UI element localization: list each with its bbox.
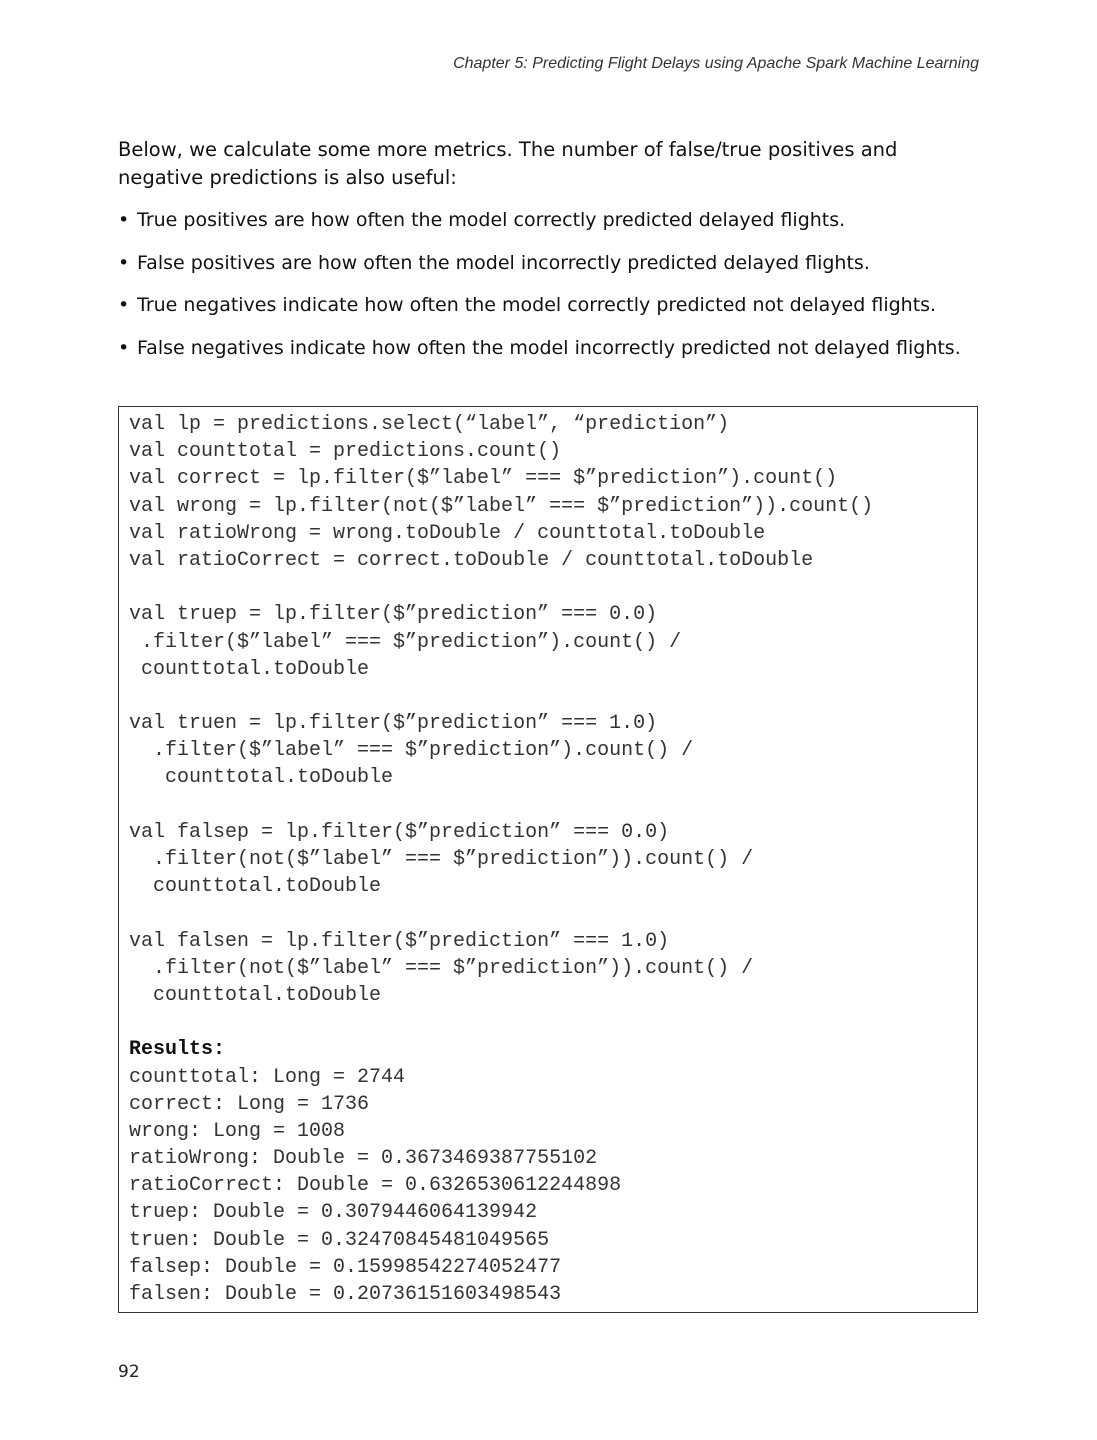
code-line: val falsen = lp.filter($”prediction” === 1.0) <box>129 929 670 953</box>
result-line-ratio-correct: ratioCorrect: Double = 0.6326530612244898 <box>129 1174 622 1198</box>
bullet-text: False negatives indicate how often the model incorrectly predicted not delayed flights. <box>137 336 961 359</box>
code-line-blank <box>129 683 967 710</box>
intro-paragraph: Below, we calculate some more metrics. The number of false/true positives and negative predictions is also useful: <box>118 138 898 189</box>
code-line: val truen = lp.filter($”prediction” === 1.0) <box>129 712 658 736</box>
results-heading: Results: <box>129 1038 226 1062</box>
code-listing <box>118 406 978 1313</box>
bullet-item-false-negatives <box>118 334 1018 362</box>
code-line: counttotal.toDouble <box>129 983 382 1007</box>
result-line-counttotal: counttotal: Long = 2744 <box>129 1065 406 1089</box>
code-line-blank <box>129 900 967 927</box>
code-line: val truep = lp.filter($”prediction” === 0.0) <box>129 603 658 627</box>
bullet-item-true-positives <box>118 206 1018 234</box>
bullet-text: False positives are how often the model incorrectly predicted delayed flights. <box>137 251 870 274</box>
bullet-text: True positives are how often the model correctly predicted delayed flights. <box>137 209 846 231</box>
running-header: Chapter 5: Predicting Flight Delays using Apache Spark Machine Learning <box>453 55 979 72</box>
code-line: val counttotal = predictions.count() <box>129 440 562 464</box>
code-line: val falsep = lp.filter($”prediction” === 0.0) <box>129 820 670 844</box>
code-line: counttotal.toDouble <box>129 657 370 681</box>
bullet-icon: • <box>118 209 130 231</box>
code-line: .filter(not($”label” === $”prediction”)).count() / <box>129 848 754 871</box>
result-line-ratio-wrong: ratioWrong: Double = 0.3673469387755102 <box>129 1147 598 1171</box>
code-line: val ratioWrong = wrong.toDouble / counttotal.toDouble <box>129 521 766 545</box>
result-line-truep: truep: Double = 0.3079446064139942 <box>129 1201 538 1225</box>
bullet-text: True negatives indicate how often the model correctly predicted not delayed flights. <box>137 294 937 316</box>
bullet-icon: • <box>118 251 130 274</box>
bullet-item-false-positives <box>118 249 1018 277</box>
code-line-blank <box>129 792 967 819</box>
result-line-truen: truen: Double = 0.32470845481049565 <box>129 1228 550 1252</box>
code-line: val ratioCorrect = correct.toDouble / counttotal.toDouble <box>129 548 814 572</box>
code-line: counttotal.toDouble <box>129 766 394 790</box>
result-line-wrong: wrong: Long = 1008 <box>129 1119 346 1143</box>
bullet-icon: • <box>118 336 130 359</box>
code-line: .filter($”label” === $”prediction”).count() / <box>129 630 682 654</box>
metrics-bullet-list <box>118 206 1018 376</box>
bullet-icon: • <box>118 294 130 316</box>
page-number: 92 <box>118 1362 140 1382</box>
result-line-falsep: falsep: Double = 0.15998542274052477 <box>129 1255 562 1279</box>
code-line: val lp = predictions.select(“label”, “prediction”) <box>129 413 730 436</box>
code-line: .filter(not($”label” === $”prediction”)).count() / <box>129 956 754 980</box>
code-line-blank <box>129 1009 967 1036</box>
result-line-falsen: falsen: Double = 0.20736151603498543 <box>129 1283 562 1306</box>
code-line: counttotal.toDouble <box>129 875 382 899</box>
bullet-item-true-negatives <box>118 291 1018 319</box>
code-line: val correct = lp.filter($”label” === $”prediction”).count() <box>129 467 838 491</box>
code-line: val wrong = lp.filter(not($”label” === $”prediction”)).count() <box>129 494 874 518</box>
code-line-blank <box>129 574 967 601</box>
result-line-correct: correct: Long = 1736 <box>129 1092 370 1116</box>
code-line: .filter($”label” === $”prediction”).count() / <box>129 739 694 763</box>
